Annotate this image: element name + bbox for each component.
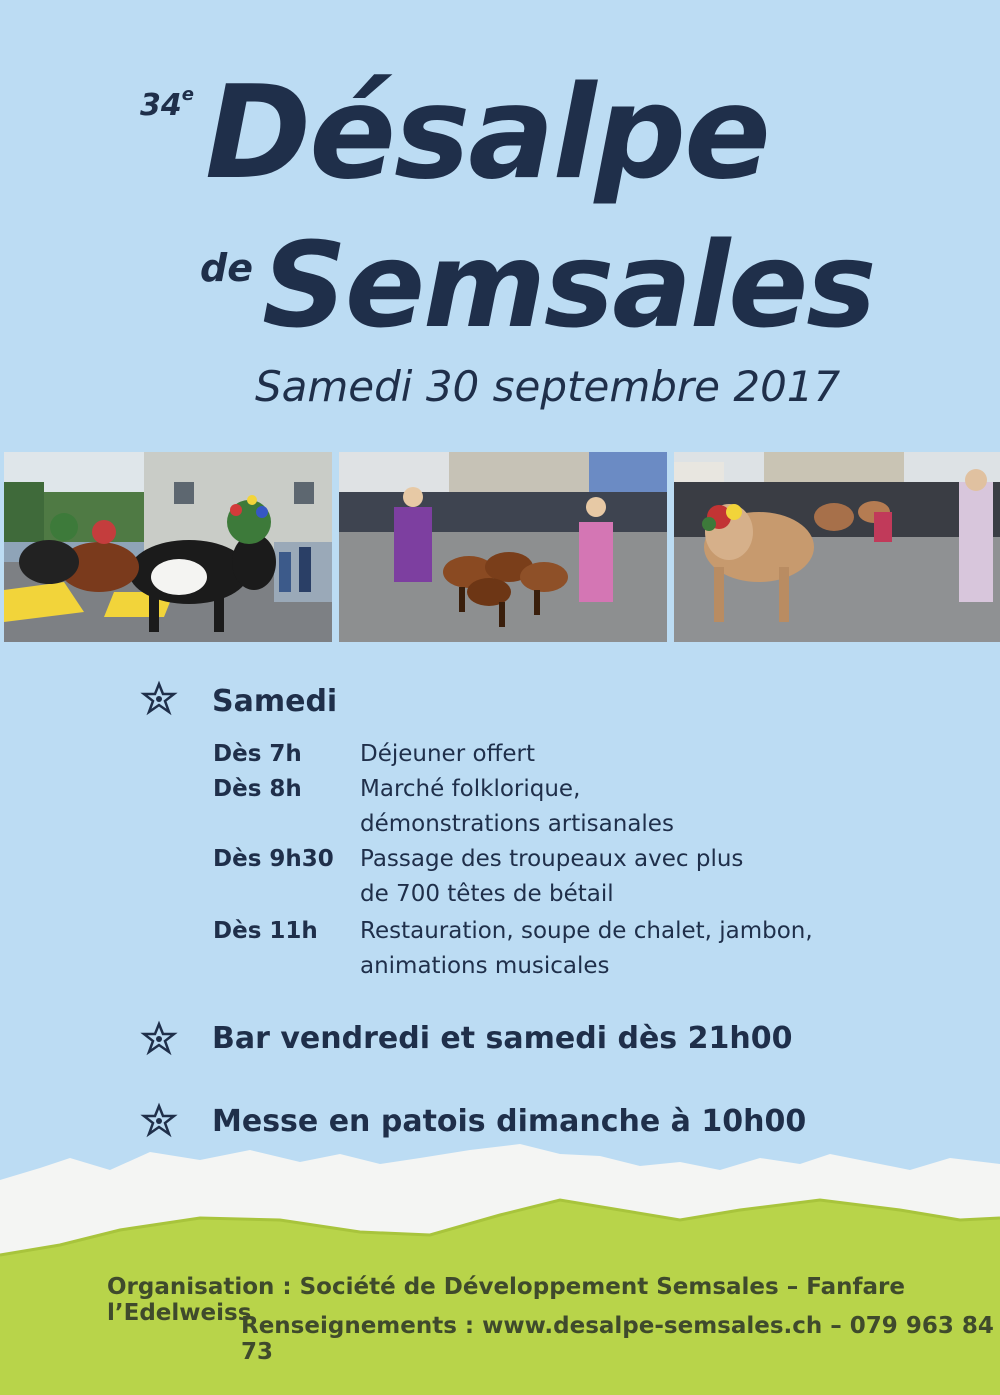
schedule-desc — [360, 772, 674, 842]
schedule-desc-line: Passage des troupeaux avec plus — [360, 846, 744, 872]
main-title: Désalpe — [205, 59, 769, 208]
edition-ordinal — [140, 84, 194, 123]
schedule-desc — [360, 914, 813, 984]
schedule-time: Dès 7h — [213, 741, 302, 767]
schedule-desc-line: de 700 têtes de bétail — [360, 881, 614, 907]
schedule-desc — [360, 842, 743, 912]
day-heading: Samedi — [212, 684, 338, 719]
schedule-desc — [360, 737, 535, 772]
schedule-desc-line: Marché folklorique, — [360, 776, 581, 802]
schedule-desc-line: animations musicales — [360, 953, 610, 979]
schedule-time: Dès 9h30 — [213, 846, 334, 872]
edelweiss-star-icon — [140, 1020, 178, 1058]
photo-goats-parade — [339, 452, 667, 642]
title-connector: de — [200, 246, 253, 290]
mass-info: Messe en patois dimanche à 10h00 — [212, 1104, 807, 1139]
schedule-desc-line: Restauration, soupe de chalet, jambon, — [360, 918, 813, 944]
schedule-time: Dès 8h — [213, 776, 302, 802]
edelweiss-star-icon — [140, 1102, 178, 1140]
info-line: Renseignements : www.desalpe-semsales.ch – 079 963 84 73 — [241, 1313, 994, 1365]
bar-info: Bar vendredi et samedi dès 21h00 — [212, 1021, 793, 1056]
title-block — [0, 0, 1000, 430]
edition-number: 34 — [140, 88, 182, 123]
edition-suffix: e — [181, 84, 194, 105]
photo-cow-flower-crown — [674, 452, 1000, 642]
schedule-desc-line: démonstrations artisanales — [360, 811, 674, 837]
place-title: Semsales — [262, 216, 875, 354]
organisation-line: Organisation : Société de Développement Semsales – Fanfare l’Edelweiss — [107, 1274, 905, 1326]
schedule-time: Dès 11h — [213, 918, 318, 944]
event-date: Samedi 30 septembre 2017 — [255, 362, 841, 411]
schedule-desc-line: Déjeuner offert — [360, 741, 536, 767]
photo-cows-parade — [4, 452, 332, 642]
edelweiss-star-icon — [140, 680, 178, 718]
